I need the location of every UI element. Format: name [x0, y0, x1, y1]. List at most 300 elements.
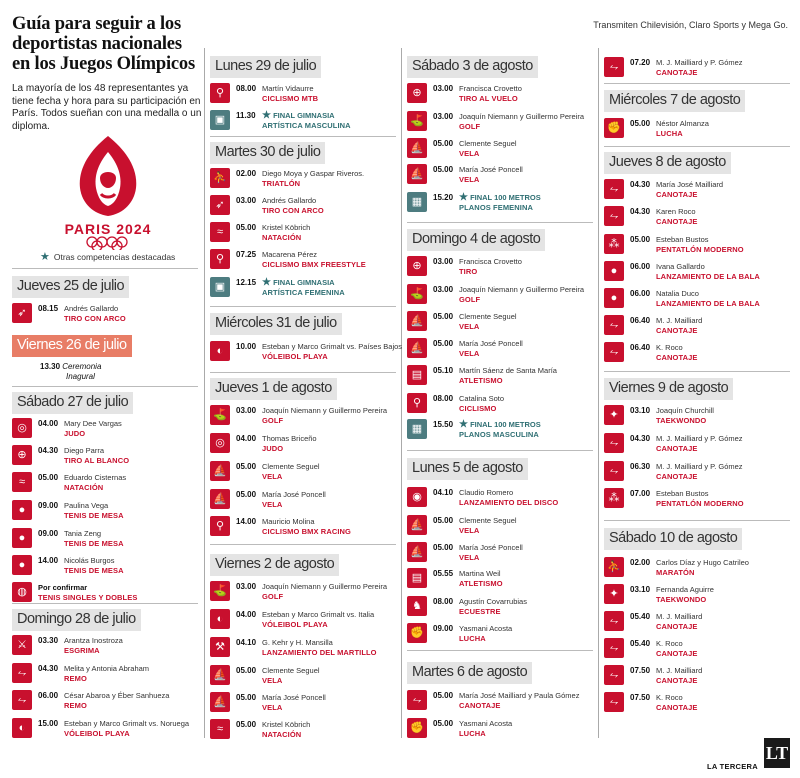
section-divider	[407, 222, 593, 223]
event-time: 05.00	[433, 312, 454, 321]
event-sport: CANOTAJE	[656, 444, 698, 453]
event-sport: TENIS DE MESA	[64, 511, 124, 520]
event-athlete: Paulina Vega	[64, 501, 109, 510]
event-sport: CANOTAJE	[656, 326, 698, 335]
table-tennis-icon: ●	[12, 528, 32, 548]
event-sport: TIRO AL VUELO	[459, 94, 518, 103]
event-athlete: Joaquín Niemann y Guillermo Pereira	[459, 285, 585, 294]
event-athlete: Carlos Díaz y Hugo Catrileo	[656, 558, 749, 567]
event-sport: GOLF	[262, 416, 284, 425]
day-header: Miércoles 31 de julio	[210, 313, 342, 335]
event-time: 06.00	[630, 262, 651, 271]
canoe-icon: ⥊	[604, 342, 624, 362]
event-sport: CANOTAJE	[656, 68, 698, 77]
event-athlete: Kristel Köbrich	[262, 223, 311, 232]
shot-put-icon: ●	[604, 261, 624, 281]
event-sport: VELA	[262, 703, 283, 712]
event-athlete: Esteban y Marco Grimalt vs. Países Bajos	[262, 342, 403, 351]
wrestling-icon: ✊	[407, 623, 427, 643]
event-time: 04.10	[236, 638, 257, 647]
day-header: Miércoles 7 de agosto	[604, 90, 745, 112]
event-athlete: K. Roco	[656, 343, 683, 352]
event-sport: REMO	[64, 701, 87, 710]
event-row	[604, 583, 790, 607]
event-time: 02.00	[630, 558, 651, 567]
intro-text: La mayoría de los 48 representantes ya tiene fecha y hora para su participación en París. Todos sueñan con una medalla o un diploma.	[12, 83, 202, 132]
day-header: Jueves 8 de agosto	[604, 152, 731, 174]
golf-icon: ⛳	[210, 405, 230, 425]
event-athlete: Clemente Seguel	[262, 666, 320, 675]
page-title: Guía para seguir a los deportistas nacionales en los Juegos Olímpicos	[12, 14, 195, 74]
golf-icon: ⛳	[210, 581, 230, 601]
event-row	[407, 418, 593, 442]
event-row	[604, 432, 790, 456]
rowing-icon: ⥊	[12, 690, 32, 710]
equestrian-icon: ♞	[407, 596, 427, 616]
canoe-icon: ⥊	[604, 638, 624, 658]
event-athlete: María José Poncell	[262, 693, 326, 702]
canoe-icon: ⥊	[604, 57, 624, 77]
event-athlete: Macarena Pérez	[262, 250, 318, 259]
event-sport: VELA	[262, 676, 283, 685]
section-divider	[210, 136, 396, 137]
event-row	[12, 471, 198, 495]
event-time: 05.00	[433, 691, 454, 700]
event-row	[210, 664, 396, 688]
event-sport: CANOTAJE	[656, 353, 698, 362]
event-sport: CICLISMO BMX FREESTYLE	[262, 260, 366, 269]
event-sport: CANOTAJE	[656, 622, 698, 631]
event-row	[12, 302, 198, 326]
star-icon: ★	[262, 277, 271, 288]
event-time: 11.30	[236, 111, 256, 120]
section-divider	[210, 372, 396, 373]
event-time: 04.00	[38, 419, 59, 428]
event-time: 04.30	[630, 180, 651, 189]
event-athlete: Francisca Crovetto	[459, 84, 522, 93]
event-sport: CICLISMO MTB	[262, 94, 319, 103]
sailing-icon: ⛵	[210, 489, 230, 509]
event-sport: CANOTAJE	[656, 217, 698, 226]
event-athlete: Catalina Soto	[459, 394, 505, 403]
bmx-icon: ⚲	[210, 249, 230, 269]
event-row	[407, 689, 593, 713]
section-divider	[604, 520, 790, 521]
event-sport: CICLISMO BMX RACING	[262, 527, 351, 536]
event-row	[210, 167, 396, 191]
event-row	[12, 499, 198, 523]
event-time: 03.00	[236, 196, 257, 205]
event-athlete: M. J. Mailliard y P. Gómez	[656, 462, 743, 471]
event-row	[210, 718, 396, 742]
event-athlete: Joaquín Niemann y Guillermo Pereira	[459, 112, 585, 121]
event-athlete: Esteban y Marco Grimalt vs. Noruega	[64, 719, 190, 728]
final-label	[459, 193, 541, 203]
event-row	[407, 163, 593, 187]
event-time: 04.30	[38, 446, 59, 455]
event-athlete: Diego Moya y Gaspar Riveros.	[262, 169, 365, 178]
event-athlete: M. J. Mailliard y P. Gómez	[656, 434, 743, 443]
event-row	[210, 276, 396, 300]
event-athlete: Mary Dee Vargas	[64, 419, 122, 428]
event-time: 07.20	[630, 58, 651, 67]
canoe-icon: ⥊	[604, 433, 624, 453]
event-row	[604, 233, 790, 257]
event-time: 05.40	[630, 639, 651, 648]
event-time: 04.30	[630, 434, 651, 443]
day-header: Domingo 28 de julio	[12, 609, 141, 631]
event-time: 07.00	[630, 489, 651, 498]
beach-volleyball-icon: ◐	[12, 718, 32, 738]
event-time: 02.00	[236, 169, 257, 178]
event-row	[407, 514, 593, 538]
event-sport: NATACIÓN	[262, 233, 302, 242]
sailing-icon: ⛵	[407, 138, 427, 158]
canoe-icon: ⥊	[604, 315, 624, 335]
event-sport: LANZAMIENTO DE LA BALA	[656, 272, 760, 281]
event-time: 05.00	[236, 666, 257, 675]
day-header: Lunes 29 de julio	[210, 56, 321, 78]
event-athlete: María José Mailliard	[656, 180, 724, 189]
bmx-icon: ⚲	[210, 516, 230, 536]
event-row	[210, 608, 396, 632]
running-icon: ▦	[407, 192, 427, 212]
event-athlete: Clemente Seguel	[459, 312, 517, 321]
event-athlete: Esteban y Marco Grimalt vs. Italia	[262, 610, 375, 619]
event-time: 05.00	[38, 473, 59, 482]
event-time: 03.10	[630, 406, 651, 415]
column-divider	[204, 48, 205, 738]
event-time: 06.00	[630, 289, 651, 298]
day-header-highlight: Viernes 26 de julio	[12, 335, 132, 357]
event-sport: VELA	[262, 500, 283, 509]
event-time: 07.50	[630, 693, 651, 702]
event-athlete: Francisca Crovetto	[459, 257, 522, 266]
swimming-icon: ≈	[12, 472, 32, 492]
event-athlete: M. J. Mailliard	[656, 666, 703, 675]
event-row	[604, 556, 790, 580]
event-time: 08.00	[236, 84, 257, 93]
canoe-icon: ⥊	[604, 461, 624, 481]
event-sport: TIRO CON ARCO	[262, 206, 324, 215]
event-athlete: Andrés Gallardo	[64, 304, 119, 313]
sailing-icon: ⛵	[407, 338, 427, 358]
publisher-name: LA TERCERA	[706, 762, 758, 771]
event-athlete: Esteban Bustos	[656, 235, 709, 244]
event-sport: MARATÓN	[656, 568, 695, 577]
event-sport: LANZAMIENTO DEL MARTILLO	[262, 648, 377, 657]
triathlon-icon: ⛹	[210, 168, 230, 188]
event-athlete: María José Poncell	[262, 490, 326, 499]
event-sport: VELA	[262, 472, 283, 481]
event-athlete: María José Poncell	[459, 543, 523, 552]
event-sport: TENIS DE MESA	[64, 539, 124, 548]
event-row	[210, 488, 396, 512]
event-sport: ESGRIMA	[64, 646, 100, 655]
event-row	[407, 283, 593, 307]
event-sport: VÓLEIBOL PLAYA	[262, 620, 328, 629]
event-athlete: Natalia Duco	[656, 289, 699, 298]
event-athlete: Kristel Köbrich	[262, 720, 311, 729]
athletics-icon: ▤	[407, 568, 427, 588]
final-label	[459, 420, 541, 430]
event-sport: TIRO AL BLANCO	[64, 456, 130, 465]
event-time: Por confirmar	[38, 583, 88, 592]
day-header: Viernes 9 de agosto	[604, 378, 733, 400]
event-time: 05.00	[433, 165, 454, 174]
event-athlete: Diego Parra	[64, 446, 105, 455]
day-header: Domingo 4 de agosto	[407, 229, 545, 251]
event-athlete: Martín Sáenz de Santa María	[459, 366, 557, 375]
event-row	[407, 622, 593, 646]
event-row	[210, 82, 396, 106]
day-header: Sábado 3 de agosto	[407, 56, 538, 78]
event-sport: PLANOS FEMENINA	[459, 203, 534, 212]
event-row	[604, 610, 790, 634]
canoe-icon: ⥊	[604, 179, 624, 199]
event-time: 05.55	[433, 569, 454, 578]
section-divider	[604, 146, 790, 147]
event-time: 14.00	[38, 556, 59, 565]
section-divider	[407, 450, 593, 451]
event-time: 09.00	[433, 624, 454, 633]
discus-icon: ◉	[407, 487, 427, 507]
event-sport: CANOTAJE	[459, 701, 501, 710]
wrestling-icon: ✊	[407, 718, 427, 738]
event-time: 04.30	[38, 664, 59, 673]
canoe-icon: ⥊	[604, 611, 624, 631]
canoe-icon: ⥊	[604, 665, 624, 685]
event-row	[604, 260, 790, 284]
paris-2024-logo	[48, 130, 168, 250]
event-athlete: Clemente Seguel	[459, 516, 517, 525]
event-time: 03.00	[433, 84, 454, 93]
star-icon: ★	[262, 110, 271, 121]
golf-icon: ⛳	[407, 284, 427, 304]
pentathlon-icon: ⁂	[604, 488, 624, 508]
event-sport: VELA	[459, 175, 480, 184]
event-row	[604, 178, 790, 202]
event-time: 08.00	[433, 394, 454, 403]
event-athlete: Joaquín Niemann y Guillermo Pereira	[262, 406, 388, 415]
section-divider	[12, 268, 198, 269]
event-row	[407, 110, 593, 134]
event-time: 05.00	[630, 119, 651, 128]
event-sport: CANOTAJE	[656, 676, 698, 685]
event-sport: VELA	[459, 526, 480, 535]
event-row	[210, 460, 396, 484]
event-athlete: María José Poncell	[459, 165, 523, 174]
event-sport: NATACIÓN	[262, 730, 302, 739]
section-divider	[407, 650, 593, 651]
event-sport: TIRO CON ARCO	[64, 314, 126, 323]
event-sport: TRIATLÓN	[262, 179, 301, 188]
tennis-icon: ◍	[12, 582, 32, 602]
canoe-icon: ⥊	[407, 690, 427, 710]
gymnastics-icon: ▣	[210, 277, 230, 297]
event-row	[210, 221, 396, 245]
star-icon: ★	[40, 251, 50, 263]
event-time: 15.50	[433, 420, 454, 429]
event-row	[604, 287, 790, 311]
event-row	[407, 337, 593, 361]
event-athlete: Néstor Almanza	[656, 119, 709, 128]
event-row	[12, 554, 198, 578]
event-sport: LUCHA	[459, 729, 486, 738]
event-athlete: Yasmani Acosta	[459, 624, 513, 633]
event-sport: TENIS DE MESA	[64, 566, 124, 575]
final-text: FINAL GIMNASIA	[273, 111, 335, 120]
canoe-icon: ⥊	[604, 206, 624, 226]
archery-icon: ➶	[210, 195, 230, 215]
day-header: Jueves 1 de agosto	[210, 378, 337, 400]
swimming-icon: ≈	[210, 222, 230, 242]
event-athlete: Nicolás Burgos	[64, 556, 115, 565]
event-time: 04.00	[236, 610, 257, 619]
ceremony-time: 13.30	[40, 362, 61, 371]
hammer-throw-icon: ⚒	[210, 637, 230, 657]
event-sport: LANZAMIENTO DE LA BALA	[656, 299, 760, 308]
event-athlete: Clemente Seguel	[262, 462, 320, 471]
judo-icon: ◎	[12, 418, 32, 438]
event-row	[407, 137, 593, 161]
event-athlete: Andrés Gallardo	[262, 196, 317, 205]
legend-star-label: Otras competencias destacadas	[53, 252, 176, 262]
event-athlete: Agustín Covarrubias	[459, 597, 527, 606]
event-sport: NATACIÓN	[64, 483, 104, 492]
broadcast-note: Transmiten Chilevisión, Claro Sports y Mega Go.	[593, 20, 788, 30]
final-label	[262, 278, 335, 288]
event-athlete: G. Kehr y H. Mansilla	[262, 638, 333, 647]
final-text: FINAL 100 METROS	[470, 420, 541, 429]
section-divider	[604, 371, 790, 372]
event-time: 05.00	[236, 490, 257, 499]
event-athlete: M. J. Mailliard y P. Gómez	[656, 58, 743, 67]
event-athlete: K. Roco	[656, 693, 683, 702]
column-divider	[401, 48, 402, 738]
section-divider	[12, 603, 198, 604]
event-sport: VÓLEIBOL PLAYA	[262, 352, 328, 361]
ceremony-label-2: Inagural	[66, 372, 95, 381]
logo-text: PARIS 2024	[64, 221, 152, 237]
event-row	[604, 691, 790, 715]
sailing-icon: ⛵	[407, 164, 427, 184]
event-athlete: Thomas Briceño	[262, 434, 317, 443]
event-row	[407, 595, 593, 619]
event-sport: TENIS SINGLES Y DOBLES	[38, 593, 138, 602]
sailing-icon: ⛵	[210, 665, 230, 685]
table-tennis-icon: ●	[12, 500, 32, 520]
event-time: 03.00	[433, 285, 454, 294]
event-time: 04.00	[236, 434, 257, 443]
event-row	[604, 404, 790, 428]
event-row	[407, 82, 593, 106]
event-athlete: M. J. Mailliard	[656, 612, 703, 621]
event-time: 07.25	[236, 250, 257, 259]
event-row	[12, 417, 198, 441]
event-row	[604, 637, 790, 661]
shooting-icon: ⊕	[407, 83, 427, 103]
event-time: 05.00	[236, 693, 257, 702]
event-sport: ARTÍSTICA MASCULINA	[262, 121, 351, 130]
event-row	[210, 248, 396, 272]
golf-icon: ⛳	[407, 111, 427, 131]
event-row	[210, 515, 396, 539]
event-sport: GOLF	[459, 122, 481, 131]
event-row	[604, 205, 790, 229]
event-row	[604, 314, 790, 338]
event-athlete: Esteban Bustos	[656, 489, 709, 498]
shooting-icon: ⊕	[12, 445, 32, 465]
event-time: 06.30	[630, 462, 651, 471]
event-row	[12, 689, 198, 713]
event-row	[210, 432, 396, 456]
taekwondo-icon: ✦	[604, 584, 624, 604]
day-header: Viernes 2 de agosto	[210, 554, 339, 576]
event-time: 05.00	[630, 235, 651, 244]
event-sport: CANOTAJE	[656, 472, 698, 481]
event-row	[12, 444, 198, 468]
event-sport: VELA	[459, 149, 480, 158]
event-time: 03.30	[38, 636, 59, 645]
event-row	[12, 581, 198, 605]
event-sport: JUDO	[64, 429, 86, 438]
event-time: 07.50	[630, 666, 651, 675]
event-time: 06.00	[38, 691, 59, 700]
archery-icon: ➶	[12, 303, 32, 323]
gymnastics-icon: ▣	[210, 110, 230, 130]
event-athlete: Joaquín Churchill	[656, 406, 714, 415]
event-time: 03.10	[630, 585, 651, 594]
shot-put-icon: ●	[604, 288, 624, 308]
event-row	[407, 255, 593, 279]
event-sport: PENTATLÓN MODERNO	[656, 245, 744, 254]
event-sport: VÓLEIBOL PLAYA	[64, 729, 130, 738]
event-sport: VELA	[459, 322, 480, 331]
event-row	[407, 717, 593, 741]
section-divider	[210, 544, 396, 545]
canoe-icon: ⥊	[604, 692, 624, 712]
event-sport: LUCHA	[656, 129, 683, 138]
event-row	[604, 56, 790, 80]
event-time: 12.15	[236, 278, 257, 287]
day-header: Jueves 25 de julio	[12, 276, 129, 298]
event-sport: VELA	[459, 553, 480, 562]
event-sport: ATLETISMO	[459, 376, 503, 385]
event-row	[210, 340, 403, 364]
fencing-icon: ⚔	[12, 635, 32, 655]
final-text: FINAL GIMNASIA	[273, 278, 335, 287]
shooting-icon: ⊕	[407, 256, 427, 276]
event-time: 05.00	[236, 223, 257, 232]
athletics-icon: ▤	[407, 365, 427, 385]
event-time: 09.00	[38, 529, 59, 538]
event-time: 09.00	[38, 501, 59, 510]
event-sport: CANOTAJE	[656, 703, 698, 712]
event-row	[12, 662, 198, 686]
event-row	[12, 527, 198, 551]
event-time: 04.30	[630, 207, 651, 216]
legend-star-note	[40, 252, 175, 262]
marathon-icon: ⛹	[604, 557, 624, 577]
event-sport: GOLF	[262, 592, 284, 601]
event-athlete: María José Mailliard y Paula Gómez	[459, 691, 580, 700]
event-time: 03.00	[433, 257, 454, 266]
event-sport: LANZAMIENTO DEL DISCO	[459, 498, 559, 507]
event-time: 05.00	[433, 139, 454, 148]
event-athlete: Yasmani Acosta	[459, 719, 513, 728]
sailing-icon: ⛵	[407, 311, 427, 331]
